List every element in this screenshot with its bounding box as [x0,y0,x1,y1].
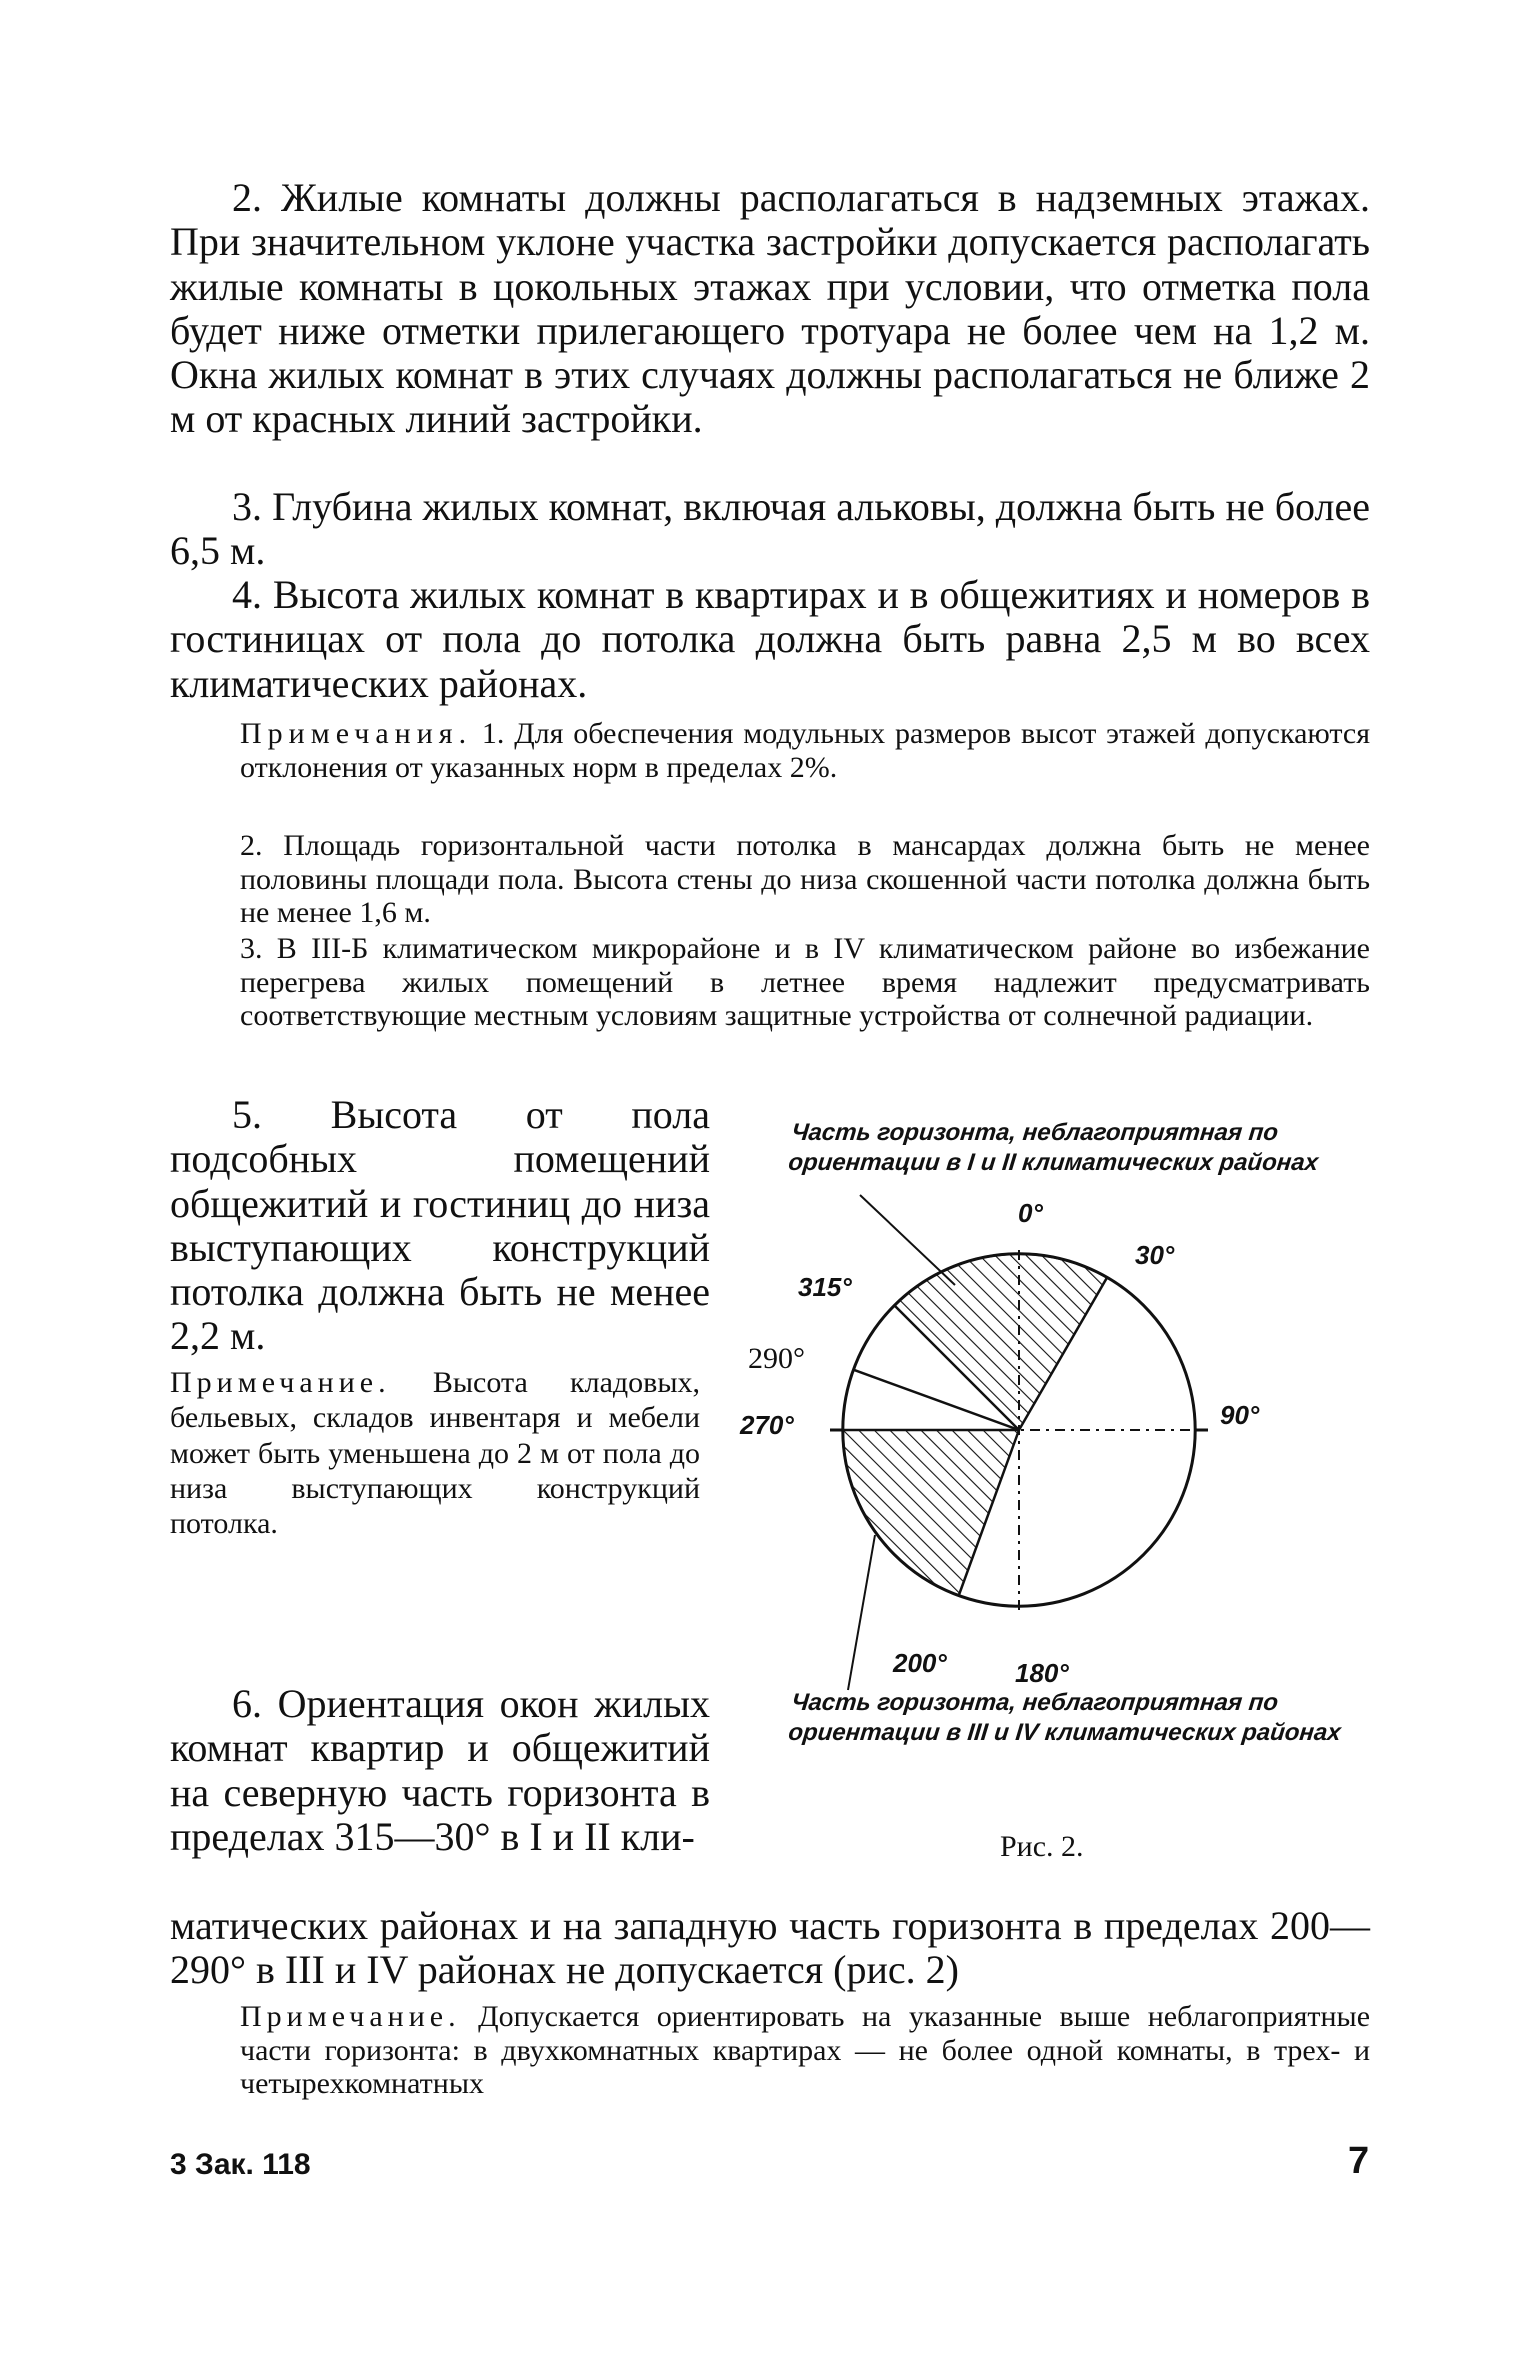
paragraph-3: 3. Глубина жилых комнат, включая альковы, должна быть не более 6,5 м. [170,484,1370,574]
orientation-figure [730,1100,1370,1860]
angle-180-label: 180° [1015,1658,1069,1688]
note-2: 2. Площадь горизонтальной части потолка в мансардах должна быть не менее половины площади пола. Высота стены до низа скошенной части потолка должна быть не менее 1,6 м. [240,829,1370,929]
paragraph-2: 2. Жилые комнаты должны располагаться в надземных этажах. При значительном уклоне участка застройки допускается располагать жилые комнаты в цокольных этажах при условии, что отметка пола будет ниже отметки прилегающего тротуара не более чем на 1,2 м. Окна жилых комнат в этих случаях должны располагаться не ближе 2 м от красных линий застройки. [170,175,1370,442]
paragraph-4: 4. Высота жилых комнат в квартирах и в общежитиях и номеров в гостиницах от пола до потолка должна быть равна 2,5 м во всех климатических районах. [170,572,1370,706]
note-5-block [170,1365,700,1541]
leader-bottom [848,1535,875,1690]
notes-block-1 [240,717,1370,784]
angle-315-label: 315° [798,1272,852,1302]
angle-290-label: 290° [748,1342,805,1375]
angle-0-label: 0° [1018,1198,1043,1228]
angle-90-label: 90° [1220,1400,1260,1430]
figure-caption: Рис. 2. [1000,1830,1084,1863]
footer-order-mark: 3 Зак. 118 [170,2148,311,2181]
paragraph-6-part-1: 6. Ориентация окон жилых комнат квартир и общежитий на северную часть горизонта в пределах 315—30° в I и II кли- [170,1681,710,1859]
angle-270-label: 270° [740,1410,794,1440]
note-1: 1. Для обеспечения модульных размеров высот этажей допускаются отклонения от указанных норм в пределах 2%. [240,717,1371,784]
note-6: Допускается ориентировать на указанные выше неблагоприятные части горизонта: в двухкомнатных квартирах — не более одной комнаты, в трех- и четырехкомнатных [240,2000,1371,2100]
notes-heading: Примечания. [240,717,473,750]
paragraph-5: 5. Высота от пола подсобных помещений общежитий и гостиниц до низа выступающих конструкций потолка должна быть не менее 2,2 м. [170,1092,710,1359]
angle-30-label: 30° [1135,1240,1175,1270]
page-number: 7 [1348,2140,1370,2182]
caption-top: Часть горизонта, неблагоприятная по ориентации в I и II климатических районах [787,1119,1320,1176]
angle-200-label: 200° [893,1648,947,1678]
note-5: Высота кладовых, бельевых, складов инвентаря и мебели может быть уменьшена до 2 м от пола до низа выступающих конструкций потолка. [170,1366,700,1541]
note-3: 3. В III-Б климатическом микрорайоне и в IV климатическом районе во избежание перегрева жилых помещений в летнее время надлежит предусматривать соответствующие местным условиям защитные устройства от солнечной радиации. [240,932,1370,1032]
caption-bottom: Часть горизонта, неблагоприятная по ориентации в III и IV климатических районах [787,1689,1343,1746]
note-heading: Примечание. [170,1366,391,1399]
note-heading-2: Примечание. [240,2000,461,2033]
leader-top [860,1195,955,1285]
paragraph-6-part-2: матических районах и на западную часть горизонта в пределах 200—290° в III и IV районах не допускается (рис. 2) [170,1903,1370,1993]
note-6-block [240,2000,1370,2101]
